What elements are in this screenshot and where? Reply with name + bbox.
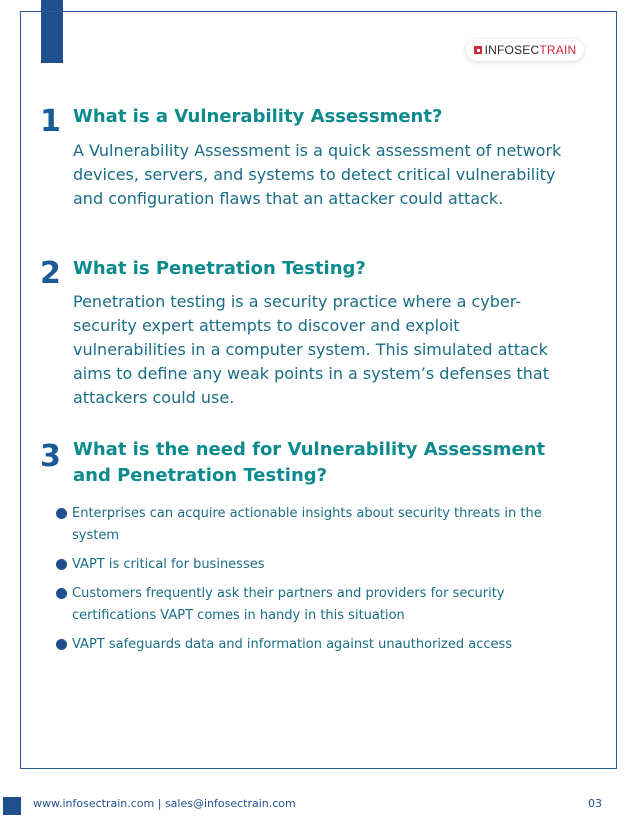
logo-text-part1: INFOSEC <box>484 43 540 57</box>
list-item-text: Customers frequently ask their partners and providers for security certifications VAPT comes in handy in this situation <box>72 586 505 623</box>
section-heading: What is a Vulnerability Assessment? <box>73 106 443 127</box>
bullet-dot-icon <box>56 508 67 519</box>
logo-mark-icon <box>474 46 482 54</box>
list-item-text: VAPT is critical for businesses <box>72 557 265 572</box>
list-item-text: VAPT safeguards data and information against unauthorized access <box>72 637 513 652</box>
page-number: 03 <box>588 797 602 810</box>
logo-text-part2: TRAIN <box>539 43 577 57</box>
section-number: 1 <box>40 104 61 139</box>
list-item <box>56 634 576 656</box>
footer-contact: www.infosectrain.com | sales@infosectrain.com <box>33 797 296 810</box>
footer-accent-square <box>3 797 21 815</box>
bullet-dot-icon <box>56 559 67 570</box>
list-item <box>56 554 576 576</box>
section-body: Penetration testing is a security practice where a cyber-security expert attempts to discover and exploit vulnerabilities in a computer system. This simulated attack aims to define any weak points in a system’s defenses that attackers could use. <box>73 292 549 407</box>
bullet-dot-icon <box>56 588 67 599</box>
brand-logo <box>466 39 584 61</box>
section-heading: What is Penetration Testing? <box>73 258 366 279</box>
section-heading-line1: What is the need for Vulnerability Assessment <box>73 439 546 460</box>
list-item-text: Enterprises can acquire actionable insights about security threats in the system <box>72 506 542 543</box>
list-item <box>56 503 576 547</box>
bullet-list <box>56 503 576 663</box>
section-number: 2 <box>40 256 61 291</box>
section-heading-line2: and Penetration Testing? <box>73 465 328 486</box>
list-item <box>56 583 576 627</box>
bullet-dot-icon <box>56 639 67 650</box>
section-body: A Vulnerability Assessment is a quick assessment of network devices, servers, and systems to detect critical vulnerability and configuration flaws that an attacker could attack. <box>73 141 562 208</box>
section-number: 3 <box>40 439 61 474</box>
